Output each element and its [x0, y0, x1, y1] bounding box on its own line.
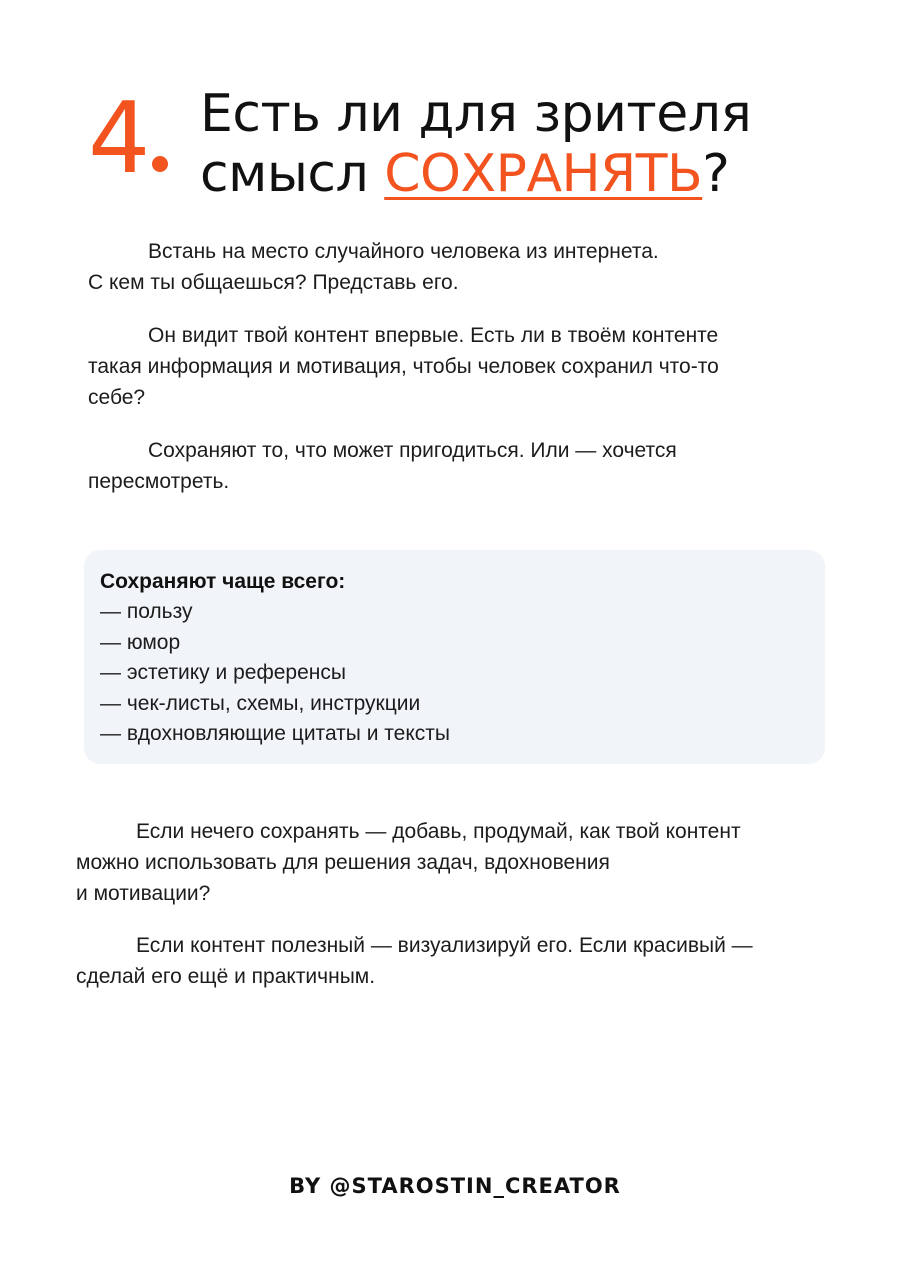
callout-item: — эстетику и референсы: [100, 661, 346, 684]
paragraph-3-line-1: Сохраняют то, что может пригодиться. Или — хочется: [148, 439, 677, 462]
callout-box: [84, 550, 825, 764]
paragraph-2: [88, 320, 868, 413]
title-accent-word: СОХРАНЯТЬ: [384, 144, 703, 204]
callout-item: — юмор: [100, 630, 181, 654]
title-line-1: Есть ли для зрителя: [200, 84, 752, 144]
callout-title: Сохраняют чаще всего:: [100, 570, 346, 593]
paragraph-4-line-1: Если нечего сохранять — добавь, продумай, как твой контент: [136, 820, 741, 843]
paragraph-1-line-1: Встань на место случайного человека из интернета.: [148, 240, 659, 263]
title-line-2: [200, 144, 751, 204]
paragraph-1: [88, 236, 848, 298]
paragraph-2-line-3: себе?: [88, 386, 146, 409]
number-dot: [152, 156, 168, 172]
title-line-2-suffix: ?: [702, 144, 730, 204]
paragraph-3-line-2: пересмотреть.: [88, 470, 230, 493]
paragraph-4: [76, 816, 866, 909]
paragraph-5-line-1: Если контент полезный — визуализируй его. Если красивый —: [136, 934, 753, 957]
paragraph-2-line-2: такая информация и мотивация, чтобы человек сохранил что-то: [88, 355, 719, 378]
paragraph-4-line-2: можно использовать для решения задач, вдохновения: [76, 851, 610, 874]
paragraph-1-line-2: С кем ты общаешься? Представь его.: [88, 271, 459, 294]
author-credit: BY @STAROSTIN_CREATOR: [289, 1174, 621, 1198]
paragraph-2-line-1: Он видит твой контент впервые. Есть ли в твоём контенте: [148, 324, 719, 347]
callout-item: — вдохновляющие цитаты и тексты: [100, 722, 450, 745]
paragraph-5-line-2: сделай его ещё и практичным.: [76, 965, 376, 988]
paragraph-5: [76, 930, 876, 992]
callout-item: — чек-листы, схемы, инструкции: [100, 691, 421, 715]
section-number: 4: [88, 90, 168, 188]
page-heading: [88, 84, 848, 204]
paragraph-4-line-3: и мотивации?: [76, 882, 211, 905]
title-line-2-prefix: смысл: [200, 144, 385, 204]
page-title: [200, 84, 751, 204]
paragraph-3: [88, 435, 848, 497]
callout-list: [100, 597, 809, 750]
callout-item: — пользу: [100, 600, 193, 623]
